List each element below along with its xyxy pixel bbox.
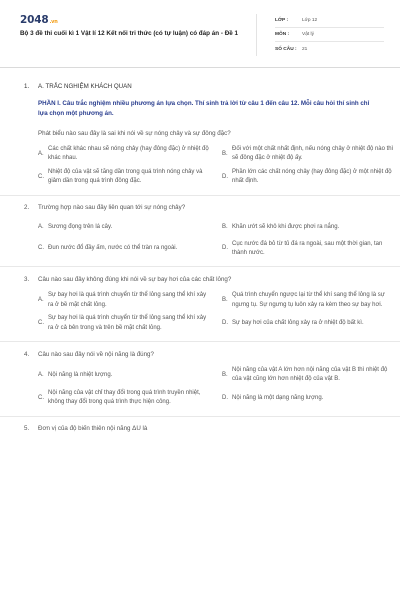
option-text: Sự bay hơi là quá trình chuyển từ thể lỏng sang thể khí xảy ra ở bề mặt chất lỏng. [48, 292, 207, 308]
option-a[interactable] [38, 366, 210, 385]
question-number: 2. [24, 204, 30, 212]
option-b[interactable] [222, 366, 394, 385]
option-text: Nhiệt độ của vật sẽ tăng dần trong quá trình nóng chảy và giảm dần trong quá trình đông đặc. [48, 168, 203, 185]
option-a[interactable] [38, 291, 210, 310]
section-heading [24, 80, 380, 93]
logo-tld: .vn [49, 19, 58, 25]
document-meta [256, 14, 384, 56]
option-text: Quá trình chuyển ngược lại từ thể khí sang thể lỏng là sự ngưng tụ. Sự ngưng tụ luôn xảy ra kèm theo sự bay hơi. [232, 292, 385, 308]
option-letter: B. [222, 150, 228, 157]
question-heading [24, 202, 380, 214]
question-text: Trường hợp nào sau đây liên quan tới sự nóng chảy? [38, 204, 186, 212]
site-logo[interactable]: 2048.vn [20, 14, 58, 26]
option-text: Nội năng là một dạng năng lượng. [232, 394, 324, 401]
question-divider [0, 195, 400, 196]
meta-label: SỐ CÂU : [275, 46, 297, 52]
option-text: Sương đọng trên lá cây. [48, 223, 113, 230]
meta-value: Lớp 12 [302, 18, 318, 23]
option-letter: A. [38, 297, 44, 304]
exam-content [24, 80, 394, 435]
meta-class-row [275, 14, 384, 28]
option-d[interactable] [222, 314, 394, 333]
option-letter: A. [38, 223, 44, 230]
question-divider [0, 416, 400, 417]
section-instruction: PHẦN I. Câu trắc nghiệm nhiều phương án lựa chọn. Thí sinh trả lời từ câu 1 đến câu 12. Mỗi câu hỏi thí sinh chỉ lựa chọn một phương án. [38, 100, 370, 117]
option-b[interactable] [222, 291, 394, 310]
option-letter: A. [38, 371, 44, 378]
option-letter: B. [222, 297, 228, 304]
document-header [18, 10, 384, 56]
option-text: Đun nước đổ đầy ấm, nước có thể tràn ra ngoài. [48, 245, 178, 252]
header-divider [0, 67, 400, 68]
meta-subject-row [275, 28, 384, 42]
options-grid [38, 145, 394, 191]
option-text: Phần lớn các chất nóng chảy (hay đông đặc) ở một nhiệt độ nhất định. [232, 168, 392, 185]
option-letter: D. [222, 173, 228, 180]
option-letter: C. [38, 394, 44, 401]
option-text: Khăn ướt sẽ khô khi được phơi ra nắng. [232, 223, 340, 230]
option-a[interactable] [38, 220, 210, 236]
option-text: Nội năng là nhiệt lượng. [48, 371, 113, 378]
option-text: Đối với một chất nhất định, nếu nóng chảy ở nhiệt độ nào thì sẽ đông đặc ở nhiệt độ ấy. [232, 146, 394, 162]
options-grid [38, 220, 383, 263]
option-text: Sự bay hơi của chất lỏng xảy ra ở nhiệt độ bất kì. [232, 319, 364, 326]
question-divider [0, 341, 400, 342]
options-grid [38, 291, 385, 337]
option-d[interactable] [222, 389, 394, 408]
option-letter: B. [222, 371, 228, 378]
option-d[interactable] [222, 168, 394, 187]
question-heading [24, 348, 380, 360]
question-text: Đơn vị của độ biến thiên nội năng ΔU là [38, 425, 148, 433]
option-text: Nội năng của vật A lớn hơn nội năng của vật B thì nhiệt độ của vật cũng lớn hơn nhiệt độ của vật B. [232, 367, 388, 383]
option-letter: C. [38, 245, 44, 252]
question-number: 3. [24, 275, 30, 283]
meta-label: MÔN : [275, 32, 290, 37]
option-b[interactable] [222, 145, 394, 164]
question-text: Phát biểu nào sau đây là sai khi nói về sự nóng chảy và sự đông đặc? [38, 129, 231, 137]
option-letter: D. [222, 394, 228, 401]
option-text: Cục nước đá bỏ từ tủ đá ra ngoài, sau một thời gian, tan thành nước. [232, 240, 383, 257]
question-divider [0, 266, 400, 267]
question-number: 4. [24, 350, 30, 358]
meta-count-row [275, 42, 384, 56]
option-text: Các chất khác nhau sẽ nóng chảy (hay đông đặc) ở nhiệt độ khác nhau. [48, 146, 209, 162]
option-c[interactable] [38, 314, 210, 333]
options-grid [38, 366, 388, 412]
option-d[interactable] [222, 240, 394, 259]
option-letter: D. [222, 319, 228, 326]
question-text: Câu nào sau đây không đúng khi nói về sự bay hơi của các chất lỏng? [38, 275, 232, 283]
question-heading [24, 423, 380, 435]
option-c[interactable] [38, 240, 210, 259]
option-c[interactable] [38, 168, 210, 187]
option-letter: B. [222, 223, 228, 230]
question-text: Câu nào sau đây nói về nội năng là đúng? [38, 350, 154, 358]
option-letter: C. [38, 319, 44, 326]
option-b[interactable] [222, 220, 394, 236]
meta-label: LỚP : [275, 18, 289, 23]
option-letter: A. [38, 150, 44, 157]
meta-value: Vật lý [302, 32, 314, 37]
option-letter: C. [38, 173, 44, 180]
section-title: A. TRẮC NGHIỆM KHÁCH QUAN [38, 83, 132, 90]
option-text: Sự bay hơi là quá trình chuyển từ thể lỏng sang thể khí xảy ra ở cả bên trong và trên bề mặt chất lỏng. [48, 315, 207, 331]
document-title: Bộ 3 đề thi cuối kì 1 Vật lí 12 Kết nối tri thức (có tự luận) có đáp án - Đề 1 [20, 30, 238, 37]
question-heading [24, 273, 380, 285]
section-number: 1. [24, 83, 30, 90]
option-a[interactable] [38, 145, 210, 164]
option-text: Nội năng của vật chỉ thay đổi trong quá trình truyền nhiệt, không thay đổi trong quá trình thực hiện công. [48, 389, 201, 406]
meta-value: 21 [302, 46, 308, 52]
question-number: 5. [24, 425, 30, 433]
option-c[interactable] [38, 389, 210, 408]
option-letter: D. [222, 245, 228, 252]
